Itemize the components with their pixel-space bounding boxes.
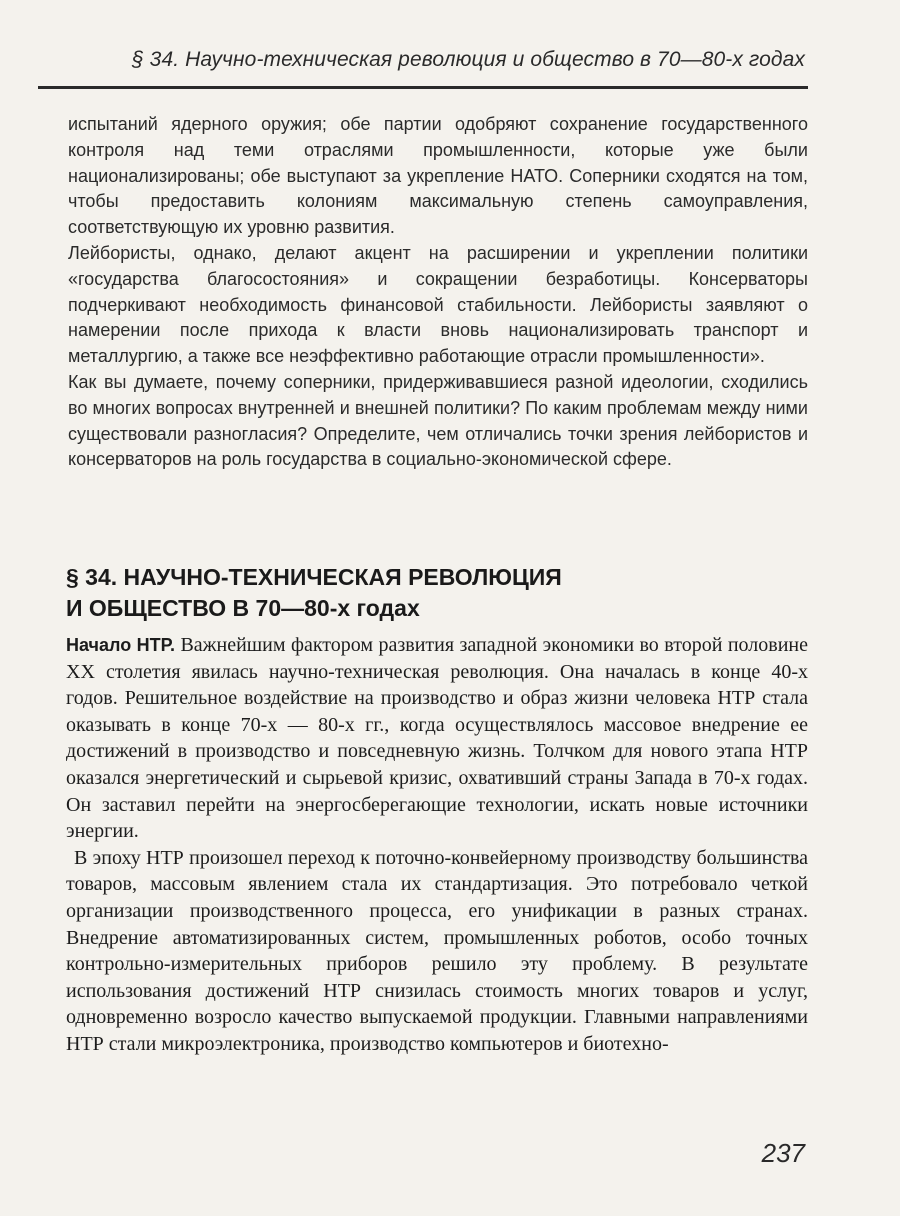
main-body <box>66 632 808 1058</box>
paragraph-lead-in: Начало НТР. <box>66 635 175 655</box>
excerpt-paragraph-1: испытаний ядерного оружия; обе партии одобряют сохранение государственного контроля над теми отраслями промышленности, которые уже были национализированы; обе выступают за укрепление НАТО. Соперники сходятся на том, чтобы предоставить колониям максимальную степень самоуправления, соответствующую их уровню развития. <box>68 114 808 238</box>
body-paragraph-1 <box>66 632 808 845</box>
body-paragraph-2: В эпоху НТР произошел переход к поточно-конвейерному производству большинства товаров, массовым явлением стала их стандартизация. Это потребовало четкой организации производственного процесса, его унификации в разных странах. Внедрение автоматизированных систем, промышленных роботов, особо точных контрольно-измерительных приборов решило эту проблему. В результате использования достижений НТР снизилась стоимость многих товаров и услуг, одновременно возросло качество выпускаемой продукции. Главными направлениями НТР стали микроэлектроника, производство компьютеров и биотехно- <box>66 846 808 1055</box>
running-header: § 34. Научно-техническая революция и общество в 70—80-х годах <box>131 48 805 71</box>
header-rule <box>38 86 808 89</box>
question-paragraph: Как вы думаете, почему соперники, придерживавшиеся разной идеологии, сходились во многих вопросах внутренней и внешней политики? По каким проблемам между ними существовали разногласия? Определите, чем отличались точки зрения лейбористов и консерваторов на роль государства в социально-экономической сфере. <box>68 371 808 470</box>
document-excerpt <box>68 112 808 473</box>
body-paragraph-1-text: Важнейшим фактором развития западной экономики во второй половине XX столетия явилась научно-техническая революция. Она началась в конце 40-х годов. Решительное воздействие на производство и образ жизни человека НТР стала оказывать в конце 70-х — 80-х гг., когда осуществлялось массовое внедрение ее достижений в производство и повседневную жизнь. Толчком для нового этапа НТР оказался энергетический и сырьевой кризис, охвативший страны Запада в 70-х годах. Он заставил перейти на энергосберегающие технологии, искать новые источники энергии. <box>66 634 808 843</box>
section-title-line-2: И ОБЩЕСТВО В 70—80-х годах <box>66 595 420 621</box>
page-number: 237 <box>761 1138 805 1168</box>
section-title-line-1: § 34. НАУЧНО-ТЕХНИЧЕСКАЯ РЕВОЛЮЦИЯ <box>66 564 562 590</box>
section-title <box>66 562 806 624</box>
excerpt-paragraph-2: Лейбористы, однако, делают акцент на расширении и укреплении политики «государства благосостояния» и сокращении безработицы. Консерваторы подчеркивают необходимость финансовой стабильности. Лейбористы заявляют о намерении после прихода к власти вновь национализировать транспорт и металлургию, а также все неэффективно работающие отрасли промышленности». <box>68 242 808 367</box>
